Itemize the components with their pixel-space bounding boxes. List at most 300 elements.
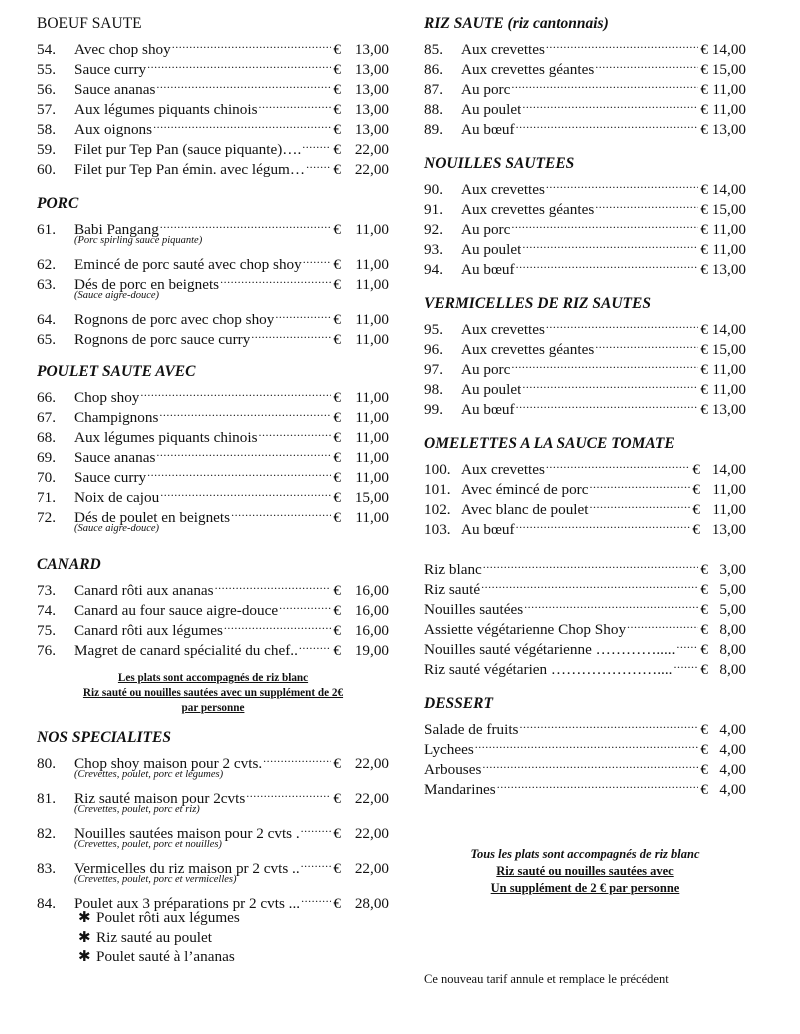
section-title-omelettes: OMELETTES A LA SAUCE TOMATE	[424, 435, 675, 452]
item-number: 81.	[37, 790, 56, 807]
item-number: 71.	[37, 489, 56, 506]
dot-leader	[158, 402, 331, 422]
item-name: Mandarines	[424, 781, 496, 798]
item-price	[331, 140, 389, 160]
dot-leader	[672, 654, 698, 674]
dot-leader	[219, 269, 331, 289]
dot-leader	[155, 74, 331, 94]
currency-symbol: €	[700, 761, 708, 778]
menu-item	[424, 34, 746, 58]
item-price	[698, 660, 746, 680]
price-value: 13,00	[711, 521, 746, 538]
currency-symbol: €	[333, 331, 341, 348]
section-title-vermicelles: VERMICELLES DE RIZ SAUTES	[424, 295, 651, 312]
section-title-canard: CANARD	[37, 556, 101, 573]
item-name: Assiette végétarienne Chop Shoy	[424, 621, 627, 638]
item-price	[698, 740, 746, 760]
item-price	[331, 468, 389, 488]
item-name: Vermicelles du riz maison pr 2 cvts ..	[74, 860, 300, 877]
item-name: Arbouses	[424, 761, 482, 778]
currency-symbol: €	[333, 389, 341, 406]
dot-leader	[159, 214, 332, 234]
currency-symbol: €	[700, 781, 708, 798]
currency-symbol: €	[700, 621, 708, 638]
currency-symbol: €	[333, 489, 341, 506]
item-number: 59.	[37, 141, 56, 158]
price-value: 11,00	[712, 361, 746, 378]
price-value: 15,00	[354, 489, 389, 506]
item-number: 72.	[37, 509, 56, 526]
section-porc	[37, 214, 389, 348]
price-value: 13,00	[354, 41, 389, 58]
currency-symbol: €	[333, 81, 341, 98]
item-number: 100.	[424, 461, 451, 478]
item-price	[331, 859, 389, 879]
price-value: 13,00	[711, 121, 746, 138]
price-value: 22,00	[354, 825, 389, 842]
dot-leader	[626, 614, 698, 634]
dot-leader	[262, 748, 331, 768]
price-value: 14,00	[711, 461, 746, 478]
item-price	[331, 508, 389, 528]
item-name: Aux légumes piquants chinois	[74, 429, 258, 446]
price-value: 4,00	[719, 781, 746, 798]
currency-symbol: €	[700, 361, 708, 378]
currency-symbol: €	[333, 582, 341, 599]
item-name: Salade de fruits	[424, 721, 519, 738]
price-value: 22,00	[354, 860, 389, 877]
menu-item	[37, 748, 389, 772]
item-price	[698, 560, 746, 580]
specialites-bullets	[37, 908, 389, 967]
right-column	[424, 14, 746, 897]
menu-item	[37, 382, 389, 406]
currency-symbol: €	[333, 509, 341, 526]
item-number: 94.	[424, 261, 443, 278]
item-price	[331, 60, 389, 80]
currency-symbol: €	[333, 121, 341, 138]
item-name: Au bœuf	[461, 521, 515, 538]
item-price	[331, 255, 389, 275]
currency-symbol: €	[333, 161, 341, 178]
note-line-3: Un supplément de 2 € par personne	[490, 881, 680, 895]
left-column	[37, 14, 389, 967]
item-price	[331, 220, 389, 240]
dot-leader	[496, 774, 699, 794]
item-price	[331, 160, 389, 180]
item-name: Au bœuf	[461, 261, 515, 278]
currency-symbol: €	[700, 381, 708, 398]
item-name: Babi Pangang	[74, 221, 159, 238]
section-poulet	[37, 382, 389, 537]
price-value: 13,00	[354, 101, 389, 118]
currency-symbol: €	[700, 341, 708, 358]
item-price	[331, 100, 389, 120]
dot-leader	[245, 783, 331, 803]
item-name: Aux crevettes	[461, 41, 545, 58]
item-name: Lychees	[424, 741, 474, 758]
item-price	[698, 620, 746, 640]
item-number: 103.	[424, 521, 451, 538]
item-price	[331, 894, 389, 914]
item-number: 68.	[37, 429, 56, 446]
item-number: 89.	[424, 121, 443, 138]
price-value: 11,00	[355, 331, 389, 348]
item-name: Sauce ananas	[74, 449, 156, 466]
item-name: Filet pur Tep Pan (sauce piquante)….	[74, 141, 302, 158]
item-number: 84.	[37, 895, 56, 912]
price-value: 14,00	[711, 41, 746, 58]
currency-symbol: €	[700, 741, 708, 758]
item-price	[331, 448, 389, 468]
item-price	[331, 330, 389, 350]
price-value: 13,00	[354, 121, 389, 138]
currency-symbol: €	[700, 641, 708, 658]
price-value: 8,00	[719, 661, 746, 678]
item-price	[331, 789, 389, 809]
price-value: 5,00	[719, 601, 746, 618]
currency-symbol: €	[700, 601, 708, 618]
dot-leader	[521, 374, 698, 394]
item-name: Nouilles sautées maison pour 2 cvts .	[74, 825, 300, 842]
bullet-item: ✱ Riz sauté au poulet	[78, 928, 212, 946]
item-price	[331, 621, 389, 641]
item-note: (Sauce aigre-douce)	[74, 523, 160, 534]
currency-symbol: €	[692, 521, 700, 538]
item-name: Au bœuf	[461, 401, 515, 418]
note-line-3: par personne	[181, 702, 245, 714]
currency-symbol: €	[333, 429, 341, 446]
item-name: Chop shoy maison pour 2 cvts.	[74, 755, 263, 772]
item-name: Aux crevettes	[461, 181, 545, 198]
item-price	[331, 120, 389, 140]
price-value: 13,00	[711, 261, 746, 278]
price-value: 14,00	[711, 181, 746, 198]
currency-symbol: €	[333, 101, 341, 118]
item-number: 87.	[424, 81, 443, 98]
dot-leader	[274, 304, 331, 324]
dot-leader	[278, 595, 331, 615]
currency-symbol: €	[700, 581, 708, 598]
item-number: 86.	[424, 61, 443, 78]
item-name: Aux légumes piquants chinois	[74, 101, 258, 118]
dot-leader	[250, 324, 331, 344]
price-value: 22,00	[354, 790, 389, 807]
item-price	[698, 360, 746, 380]
price-value: 11,00	[355, 311, 389, 328]
dot-leader	[139, 382, 331, 402]
currency-symbol: €	[692, 481, 700, 498]
dot-leader	[515, 514, 691, 534]
menu-item	[424, 314, 746, 338]
item-name: Aux crevettes géantes	[461, 341, 595, 358]
item-number: 76.	[37, 642, 56, 659]
price-value: 11,00	[712, 501, 746, 518]
item-price	[331, 310, 389, 330]
item-name: Au porc	[461, 81, 511, 98]
price-value: 11,00	[355, 389, 389, 406]
item-name: Dés de porc en beignets	[74, 276, 220, 293]
item-name: Au porc	[461, 361, 511, 378]
item-number: 63.	[37, 276, 56, 293]
currency-symbol: €	[333, 622, 341, 639]
item-price	[331, 601, 389, 621]
item-note: (Porc spirling sauce piquante)	[74, 235, 203, 246]
currency-symbol: €	[333, 256, 341, 273]
dot-leader	[510, 74, 698, 94]
item-price	[698, 200, 746, 220]
item-number: 85.	[424, 41, 443, 58]
item-name: Avec blanc de poulet	[461, 501, 589, 518]
item-number: 98.	[424, 381, 443, 398]
supplement-note-right	[424, 846, 746, 897]
currency-symbol: €	[700, 661, 708, 678]
price-value: 15,00	[711, 201, 746, 218]
item-number: 102.	[424, 501, 451, 518]
price-value: 4,00	[719, 741, 746, 758]
item-number: 64.	[37, 311, 56, 328]
currency-symbol: €	[700, 41, 708, 58]
item-number: 101.	[424, 481, 451, 498]
currency-symbol: €	[333, 755, 341, 772]
item-price	[698, 240, 746, 260]
item-name: Riz sauté végétarien …………………....	[424, 661, 673, 678]
dot-leader	[258, 422, 332, 442]
item-number: 58.	[37, 121, 56, 138]
dot-leader	[594, 54, 698, 74]
currency-symbol: €	[700, 101, 708, 118]
price-value: 22,00	[354, 141, 389, 158]
dot-leader	[675, 634, 698, 654]
item-price	[698, 120, 746, 140]
item-name: Canard au four sauce aigre-douce	[74, 602, 279, 619]
item-number: 74.	[37, 602, 56, 619]
currency-symbol: €	[333, 469, 341, 486]
item-name: Poulet aux 3 préparations pr 2 cvts ...	[74, 895, 301, 912]
item-price	[698, 320, 746, 340]
menu-item	[37, 34, 389, 58]
dot-leader	[515, 394, 699, 414]
item-name: Au poulet	[461, 241, 522, 258]
item-name: Au porc	[461, 221, 511, 238]
dot-leader	[481, 754, 698, 774]
item-name: Sauce ananas	[74, 81, 156, 98]
dot-leader	[515, 254, 699, 274]
dot-leader	[474, 734, 699, 754]
item-price	[690, 500, 746, 520]
price-value: 3,00	[719, 561, 746, 578]
item-price	[331, 40, 389, 60]
currency-symbol: €	[333, 409, 341, 426]
item-name: Aux crevettes géantes	[461, 201, 595, 218]
item-price	[331, 824, 389, 844]
currency-symbol: €	[700, 201, 708, 218]
dot-leader	[545, 34, 698, 54]
currency-symbol: €	[333, 61, 341, 78]
item-number: 66.	[37, 389, 56, 406]
dot-leader	[594, 334, 698, 354]
section-title-dessert: DESSERT	[424, 695, 493, 712]
item-price	[698, 760, 746, 780]
dot-leader	[159, 482, 331, 502]
item-name: Aux crevettes géantes	[461, 61, 595, 78]
section-title-poulet: POULET SAUTE AVEC	[37, 363, 196, 380]
currency-symbol: €	[692, 501, 700, 518]
item-number: 61.	[37, 221, 56, 238]
section-title-nouilles: NOUILLES SAUTEES	[424, 155, 575, 172]
item-price	[698, 80, 746, 100]
section-specialites	[37, 748, 389, 912]
section-extras	[424, 554, 746, 678]
price-value: 22,00	[354, 755, 389, 772]
dot-leader	[589, 494, 691, 514]
currency-symbol: €	[333, 790, 341, 807]
item-price	[331, 80, 389, 100]
item-price	[698, 220, 746, 240]
dot-leader	[305, 154, 331, 174]
menu-item	[424, 554, 746, 578]
item-price	[698, 100, 746, 120]
item-price	[331, 388, 389, 408]
item-price	[698, 260, 746, 280]
section-dessert	[424, 714, 746, 798]
price-value: 16,00	[354, 602, 389, 619]
dot-leader	[523, 594, 698, 614]
item-number: 95.	[424, 321, 443, 338]
item-number: 73.	[37, 582, 56, 599]
dot-leader	[594, 194, 698, 214]
menu-item	[37, 888, 389, 912]
dot-leader	[258, 94, 332, 114]
currency-symbol: €	[700, 401, 708, 418]
item-name: Filet pur Tep Pan émin. avec légum…	[74, 161, 306, 178]
bullet-item: ✱ Poulet rôti aux légumes	[78, 909, 240, 926]
dot-leader	[521, 94, 698, 114]
menu-item	[37, 818, 389, 842]
price-value: 15,00	[711, 341, 746, 358]
dot-leader	[510, 354, 698, 374]
item-number: 96.	[424, 341, 443, 358]
menu-item	[37, 575, 389, 599]
section-nouilles	[424, 174, 746, 278]
supplement-note-left	[37, 671, 389, 716]
section-title-boeuf: BOEUF SAUTE	[37, 15, 142, 32]
dot-leader	[545, 174, 698, 194]
note-line-2: Riz sauté ou nouilles sautées avec un supplément de 2€	[82, 687, 344, 699]
price-value: 11,00	[355, 256, 389, 273]
item-name: Sauce curry	[74, 61, 147, 78]
item-name: Rognons de porc sauce curry	[74, 331, 251, 348]
item-number: 54.	[37, 41, 56, 58]
item-price	[698, 400, 746, 420]
currency-symbol: €	[700, 121, 708, 138]
item-number: 56.	[37, 81, 56, 98]
price-value: 16,00	[354, 582, 389, 599]
item-number: 75.	[37, 622, 56, 639]
dot-leader	[510, 214, 698, 234]
item-price	[698, 600, 746, 620]
dot-leader	[230, 502, 331, 522]
dot-leader	[301, 134, 331, 154]
item-name: Emincé de porc sauté avec chop shoy	[74, 256, 302, 273]
currency-symbol: €	[700, 261, 708, 278]
item-price	[698, 180, 746, 200]
item-name: Nouilles sautées	[424, 601, 524, 618]
price-value: 13,00	[354, 61, 389, 78]
note-line-1: Les plats sont accompagnés de riz blanc	[117, 672, 309, 684]
dot-leader	[545, 314, 698, 334]
dot-leader	[545, 454, 690, 474]
section-title-specialites: NOS SPECIALITES	[37, 729, 171, 746]
currency-symbol: €	[700, 221, 708, 238]
dot-leader	[223, 615, 332, 635]
price-value: 11,00	[712, 81, 746, 98]
item-name: Riz sauté maison pour 2cvts	[74, 790, 246, 807]
item-name: Avec chop shoy	[74, 41, 171, 58]
item-number: 90.	[424, 181, 443, 198]
item-price	[331, 428, 389, 448]
section-title-riz: RIZ SAUTE (riz cantonnais)	[424, 15, 609, 32]
item-price	[690, 480, 746, 500]
item-price	[331, 581, 389, 601]
item-name: Riz sauté	[424, 581, 481, 598]
item-number: 82.	[37, 825, 56, 842]
currency-symbol: €	[333, 276, 341, 293]
price-value: 4,00	[719, 721, 746, 738]
note-line-2: Riz sauté ou nouilles sautées avec	[496, 864, 674, 878]
footer-note: Ce nouveau tarif annule et remplace le précédent	[424, 972, 669, 986]
currency-symbol: €	[700, 61, 708, 78]
dot-leader	[302, 249, 332, 269]
section-boeuf	[37, 34, 389, 178]
item-name: Aux oignons	[74, 121, 153, 138]
item-price	[331, 275, 389, 295]
item-name: Au bœuf	[461, 121, 515, 138]
price-value: 11,00	[355, 276, 389, 293]
currency-symbol: €	[333, 825, 341, 842]
item-price	[698, 640, 746, 660]
item-number: 55.	[37, 61, 56, 78]
price-value: 11,00	[712, 221, 746, 238]
item-name: Champignons	[74, 409, 159, 426]
section-vermicelles	[424, 314, 746, 418]
item-number: 99.	[424, 401, 443, 418]
item-number: 93.	[424, 241, 443, 258]
price-value: 11,00	[355, 409, 389, 426]
price-value: 11,00	[355, 469, 389, 486]
item-number: 92.	[424, 221, 443, 238]
item-number: 80.	[37, 755, 56, 772]
dot-leader	[300, 818, 332, 838]
dot-leader	[588, 474, 690, 494]
item-name: Noix de cajou	[74, 489, 160, 506]
item-name: Canard rôti aux ananas	[74, 582, 214, 599]
item-number: 70.	[37, 469, 56, 486]
item-number: 88.	[424, 101, 443, 118]
price-value: 11,00	[355, 509, 389, 526]
item-number: 67.	[37, 409, 56, 426]
item-price	[331, 408, 389, 428]
bullet-item: ✱ Poulet sauté à l’ananas	[78, 948, 235, 965]
dot-leader	[515, 114, 699, 134]
dot-leader	[171, 34, 332, 54]
item-note: (Crevettes, poulet, porc et vermicelles)	[74, 874, 237, 885]
currency-symbol: €	[333, 311, 341, 328]
price-value: 16,00	[354, 622, 389, 639]
currency-symbol: €	[700, 241, 708, 258]
item-number: 97.	[424, 361, 443, 378]
price-value: 11,00	[355, 429, 389, 446]
